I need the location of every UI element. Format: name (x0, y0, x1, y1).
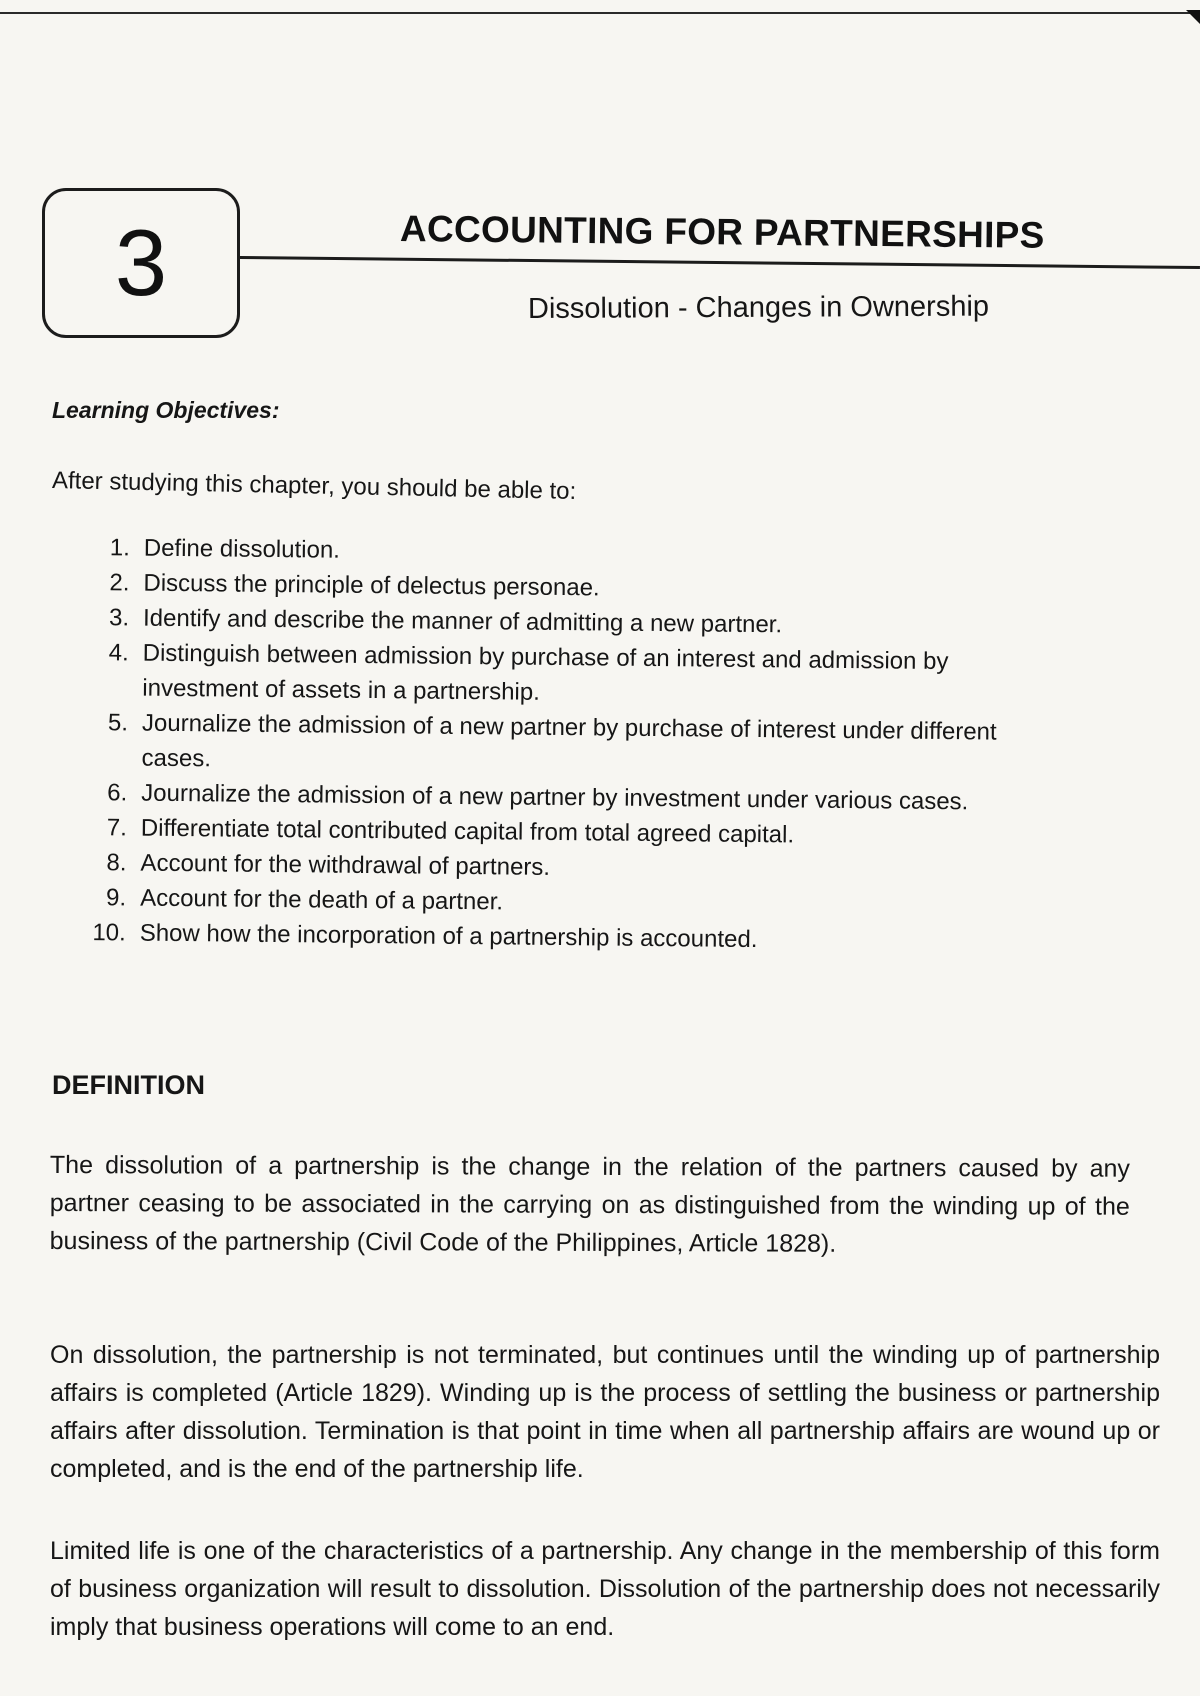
chapter-number-box (42, 188, 240, 338)
definition-paragraph-1: The dissolution of a partnership is the change in the relation of the partners caused by any partner ceasing to be associated in the carrying on as distinguished from the winding up of the business of the partnership (Civil Code of the Philippines, Article 1828). (49, 1151, 1130, 1258)
objective-number: 1. (109, 534, 130, 562)
objective-text: Journalize the admission of a new partner by investment under various cases. (141, 779, 969, 816)
objectives-intro: After studying this chapter, you should be able to: (51, 467, 577, 505)
objective-number: 3. (108, 604, 130, 632)
top-border-rule (0, 12, 1200, 14)
objective-number: 6. (107, 779, 128, 807)
chapter-number: 3 (114, 210, 168, 315)
objective-number: 4. (108, 639, 129, 667)
chapter-subtitle: Dissolution - Changes in Ownership (527, 290, 990, 325)
objectives-list (80, 530, 1044, 960)
objective-item (82, 635, 1043, 715)
page-corner-mark (1186, 10, 1200, 24)
objective-number: 2. (109, 569, 130, 597)
objective-number: 7. (106, 814, 128, 842)
definition-paragraph-3: Limited life is one of the characteristics of a partnership. Any change in the membership of this form of business organization will result to dissolution. Dissolution of the partnership does not necessarily imply that business operations will come to an end. (50, 1537, 1160, 1641)
objective-number: 10. (92, 919, 126, 947)
objective-text: Distinguish between admission by purchase of an interest and admission by investment of assets in a partnership. (142, 639, 949, 706)
objective-item (81, 705, 1042, 785)
objective-text: Discuss the principle of delectus personae. (143, 569, 600, 602)
definition-paragraph-2: On dissolution, the partnership is not terminated, but continues until the winding up of partnership affairs is completed (Article 1829). Winding up is the process of settling the business or partnership affairs after dissolution. Termination is that point in time when all partnership affairs are wound up or completed, and is the end of the partnership life. (50, 1341, 1160, 1483)
chapter-title: ACCOUNTING FOR PARTNERSHIPS (399, 208, 1045, 256)
objective-number: 9. (105, 884, 127, 912)
objective-number: 5. (107, 709, 129, 737)
objective-text: Journalize the admission of a new partner by purchase of interest under different cases. (141, 709, 997, 773)
objective-text: Show how the incorporation of a partnership is accounted. (139, 919, 758, 954)
objective-text: Define dissolution. (143, 534, 341, 564)
definition-heading: DEFINITION (52, 1070, 205, 1100)
objective-text: Account for the death of a partner. (140, 884, 504, 916)
objective-text: Account for the withdrawal of partners. (140, 849, 551, 881)
objective-text: Differentiate total contributed capital from total agreed capital. (140, 814, 795, 849)
objective-text: Identify and describe the manner of admitting a new partner. (142, 604, 783, 639)
objective-number: 8. (106, 849, 127, 877)
chapter-header-rule (240, 256, 1200, 269)
learning-objectives-heading: Learning Objectives: (52, 397, 280, 423)
